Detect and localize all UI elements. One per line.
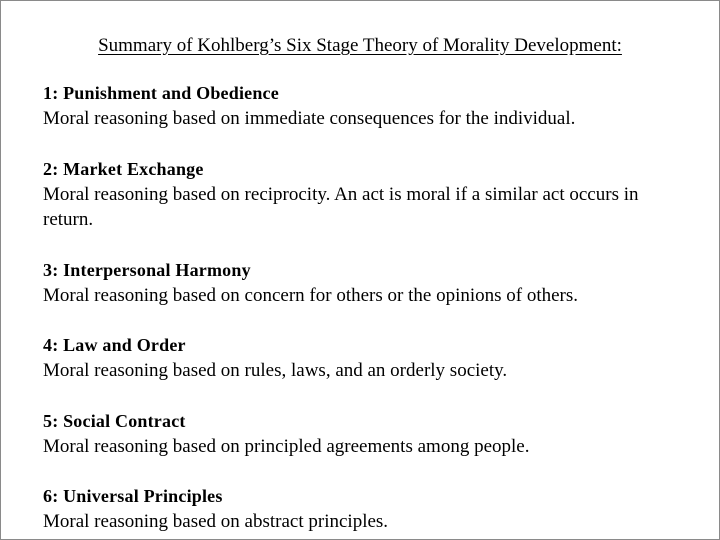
stage-item-1 (43, 81, 683, 131)
stage-description: Moral reasoning based on abstract principles. (43, 511, 389, 532)
stage-description: Moral reasoning based on principled agreements among people. (43, 436, 530, 457)
stage-item-6 (43, 484, 683, 534)
stage-description: Moral reasoning based on immediate consequences for the individual. (43, 108, 576, 129)
stage-description: Moral reasoning based on concern for others or the opinions of others. (43, 285, 579, 306)
stage-heading: 2: Market Exchange (43, 159, 204, 179)
stage-description: Moral reasoning based on reciprocity. An act is moral if a similar act occurs in return. (43, 184, 639, 230)
stage-heading: 1: Punishment and Obedience (43, 83, 279, 103)
stage-item-2 (43, 157, 683, 232)
stage-description: Moral reasoning based on rules, laws, and an orderly society. (43, 360, 508, 381)
stage-heading: 6: Universal Principles (43, 486, 223, 506)
page-title: Summary of Kohlberg’s Six Stage Theory of Morality Development: (98, 35, 622, 56)
stage-heading: 4: Law and Order (43, 335, 186, 355)
stage-item-3 (43, 258, 683, 308)
stage-item-5 (43, 409, 683, 459)
stage-heading: 5: Social Contract (43, 411, 186, 431)
stage-heading: 3: Interpersonal Harmony (43, 260, 251, 280)
stage-item-4 (43, 333, 683, 383)
